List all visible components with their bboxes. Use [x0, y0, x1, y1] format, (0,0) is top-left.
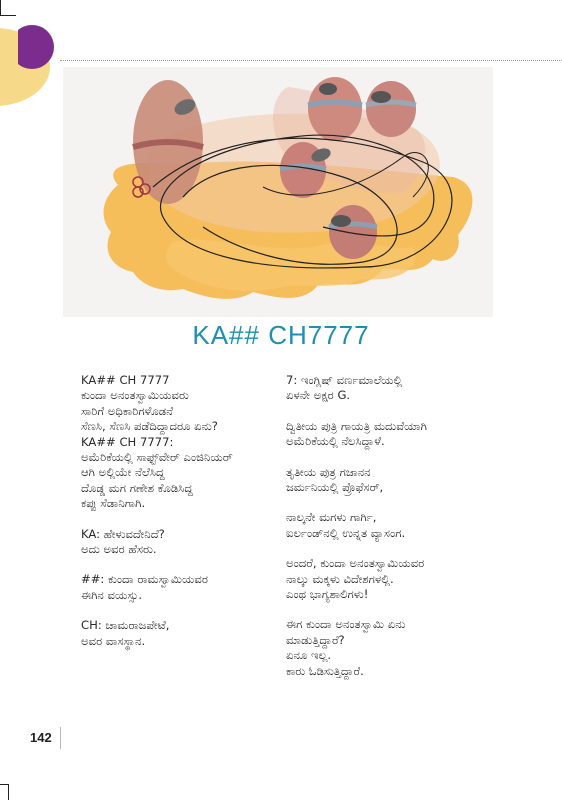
poem-line: ಈಗಿನ ವಯಸ್ಸು.: [81, 587, 143, 602]
poem-line: ನಾಲ್ಕು ಮಕ್ಕಳು ವಿದೇಶಗಳಲ್ಲಿ.: [286, 571, 394, 586]
poem-line: ನಾಲ್ಕನೇ ಮಗಳು ಗಾರ್ಗಿ,: [286, 510, 377, 525]
stanza: [286, 465, 536, 496]
poem-line: ಅಂದರೆ, ಕುಂದಾ ಅನಂತಸ್ವಾಮಿಯವರ: [286, 556, 425, 571]
page-number-rule: [60, 727, 61, 749]
poem-line: ಅಮೆರಿಕೆಯಲ್ಲಿ ಸಾಫ್ಟ್‌ವೇರ್ ಎಂಜಿನಿಯರ್: [81, 450, 233, 465]
poem-line: ಈಗ ಕುಂದಾ ಅನಂತಸ್ವಾಮಿ ಏನು: [286, 617, 406, 632]
stanza: [81, 618, 281, 649]
stanza: [286, 617, 536, 679]
poem-line: ಮಾಡುತ್ತಿದ್ದಾರೆ?: [286, 632, 345, 647]
page-number: 142: [30, 730, 52, 745]
poem-line: ಕುಂದಾ ಅನಂತಸ್ವಾಮಿಯವರು: [81, 388, 189, 403]
header-dotted-rule: [60, 60, 562, 61]
poem-line: ಏನೂ ಇಲ್ಲ.: [286, 648, 332, 663]
stanza: [286, 556, 536, 602]
poem-left-column: [81, 373, 281, 649]
crop-mark: [8, 784, 9, 800]
poem-line: 7: ಇಂಗ್ಲಿಷ್ ವರ್ಣಮಾಲೆಯಲ್ಲಿ: [286, 373, 403, 387]
poem-right-column: [286, 373, 536, 679]
poem-line: ಐರ್ಲಂಡ್‌ನಲ್ಲಿ ಉನ್ನತ ವ್ಯಾಸಂಗ.: [286, 525, 406, 540]
poem-title: KA## CH7777: [192, 320, 370, 350]
poem-line: ದ್ವಿತೀಯ ಪುತ್ರಿ ಗಾಯತ್ರಿ ಮದುವೆಯಾಗಿ: [286, 418, 427, 433]
poem-line: ಸೆಣಸಿ, ಸೆಣಸಿ ಪಡೆದಿದ್ದಾದರೂ ಏನು?: [81, 419, 218, 434]
poem-line: ಜರ್ಮನಿಯಲ್ಲಿ ಪ್ರೊಫೆಸರ್,: [286, 480, 384, 495]
poem-line: ಅದು ಅವರ ಹೆಸರು.: [81, 542, 157, 557]
poem-line: ##: ಕುಂದಾ ರಾಮಸ್ವಾಮಿಯವರ: [81, 572, 208, 587]
stanza: [81, 572, 281, 603]
poem-line: KA## CH 7777:: [81, 434, 174, 449]
poem-line: ತೃತೀಯ ಪುತ್ರ ಗಜಾನನ: [286, 464, 371, 479]
crop-mark: [0, 0, 1, 16]
poem-line: ಸಾರಿಗೆ ಅಧಿಕಾರಿಗಳೊಡನೆ: [81, 403, 174, 418]
stanza: [81, 373, 281, 512]
poem-line: KA## CH 7777: [81, 373, 170, 387]
poem-line: ದೊಡ್ಡ ಮಗ ಗಣೇಶ ಕೊಡಿಸಿದ್ದ: [81, 480, 193, 495]
poem-line: ಆಗಿ ಅಲ್ಲಿಯೇ ನೆಲೆಸಿದ್ದ: [81, 465, 165, 480]
poem-line: ಕಾರು ಓಡಿಸುತ್ತಿದ್ದಾರೆ.: [286, 663, 364, 678]
poem-line: ಕಪ್ಪು ಸೆಡಾನಿಗಾಗಿ.: [81, 496, 146, 511]
stanza: [286, 373, 536, 404]
poem-line: ಎಂಥ ಭಾಗ್ಯಶಾಲಿಗಳು!: [286, 587, 369, 602]
poem-illustration: [63, 67, 493, 317]
poem-line: KA: ಹೇಳುವದೇನಿದೆ?: [81, 526, 165, 541]
poem-line: ಅವರ ವಾಸಸ್ಥಾನ.: [81, 633, 146, 648]
poem-line: ಅಮೆರಿಕೆಯಲ್ಲಿ ನೆಲಸಿದ್ದಾಳೆ.: [286, 434, 385, 449]
poem-line: CH: ಚಾಮರಾಜಪೇಟೆ,: [81, 618, 170, 633]
crop-mark: [0, 15, 16, 16]
stanza: [81, 527, 281, 558]
stanza: [286, 419, 536, 450]
stanza: [286, 510, 536, 541]
poem-line: ಏಳನೇ ಅಕ್ಷರ G.: [286, 388, 351, 403]
crop-mark: [0, 784, 9, 785]
